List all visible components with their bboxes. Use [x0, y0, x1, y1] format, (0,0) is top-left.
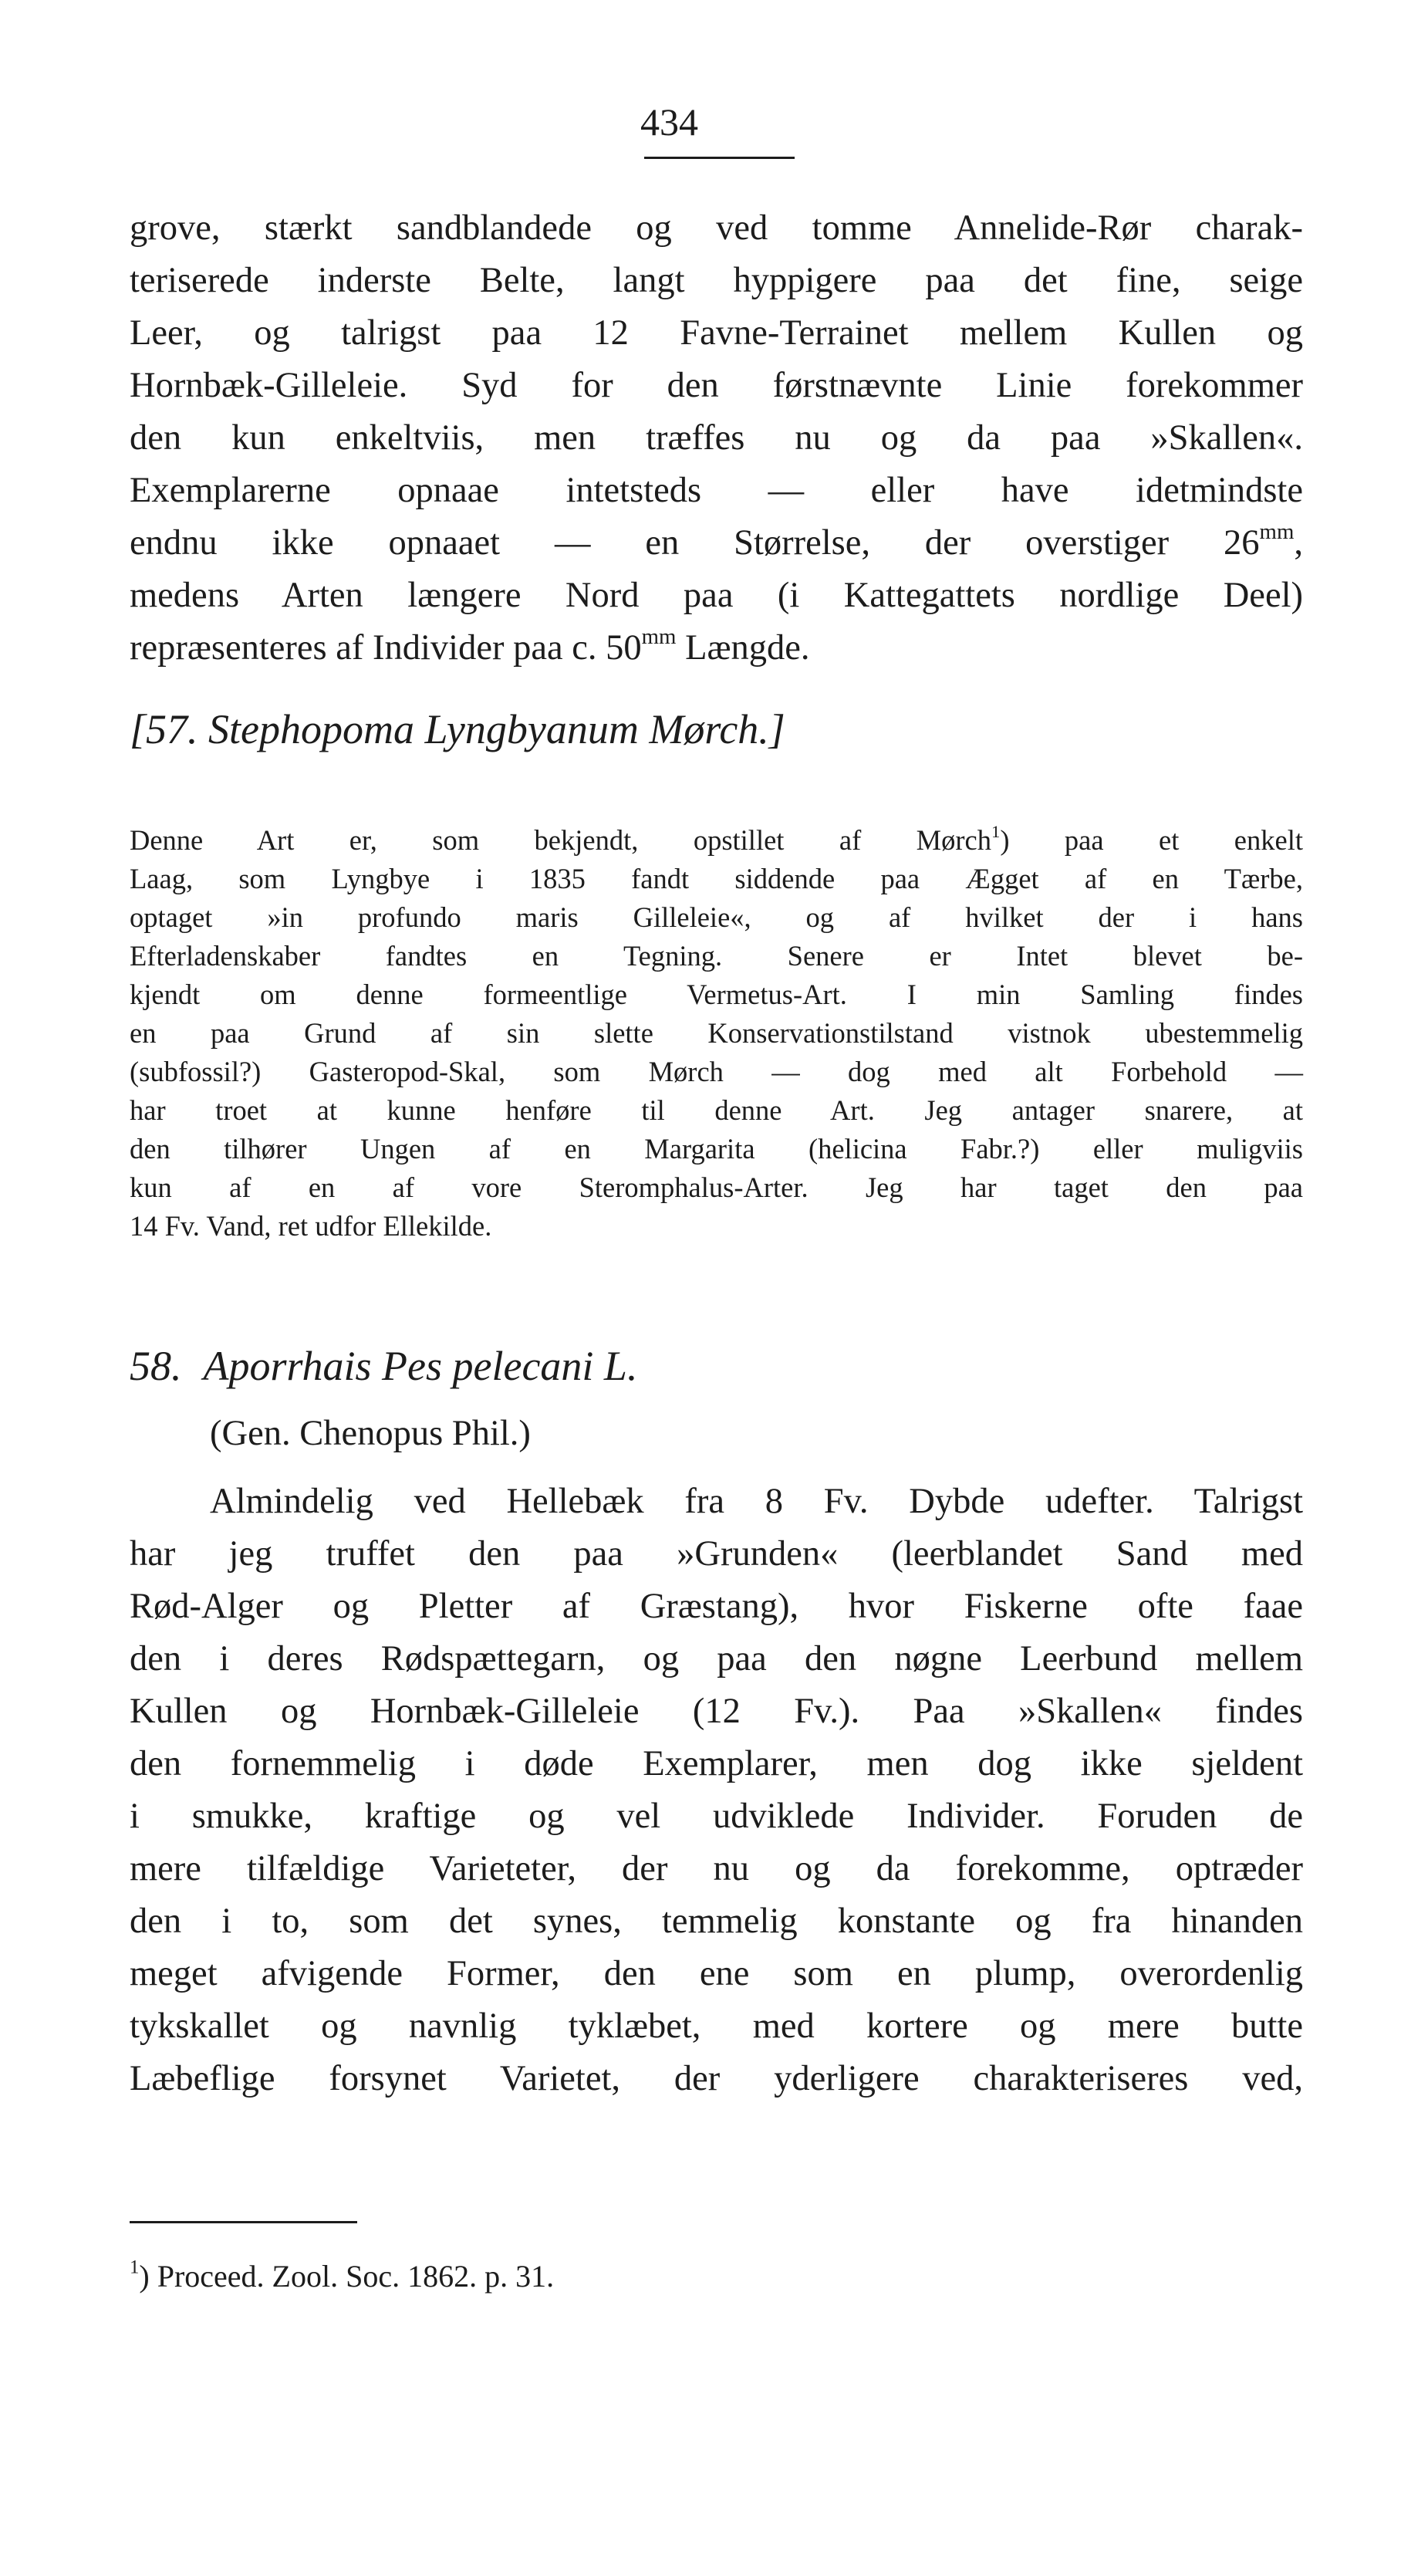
- text-line: teriserede inderste Belte, langt hyppigere paa det fine, seige: [130, 261, 1303, 300]
- text-line: [130, 622, 1303, 674]
- page-number-underline: [644, 157, 795, 159]
- unit-superscript: mm: [641, 624, 677, 649]
- text-segment: endnu ikke opnaaet — en Størrelse, der overstiger 26: [130, 523, 1260, 563]
- section-57-heading: [57. Stephopoma Lyngbyanum Mørch.]: [130, 706, 785, 752]
- section-number: 58.: [130, 1343, 182, 1389]
- footnote-marker: 1: [130, 2257, 140, 2278]
- section-title: Aporrhais Pes pelecani L.: [203, 1343, 638, 1389]
- text-segment: Denne Art er, som bekjendt, opstillet af Mørch: [130, 824, 991, 856]
- footnote: [130, 2253, 554, 2300]
- unit-superscript: mm: [1259, 519, 1295, 544]
- text-line: Almindelig ved Hellebæk fra 8 Fv. Dybde udefter. Talrigst: [210, 1482, 1303, 1521]
- text-line: optaget »in profundo maris Gilleleie«, og af hvilket der i hans: [130, 901, 1303, 933]
- text-line: mere tilfældige Varieteter, der nu og da forekomme, optræder: [130, 1849, 1303, 1888]
- footnote-text: ) Proceed. Zool. Soc. 1862. p. 31.: [139, 2259, 555, 2294]
- text-line: Hornbæk-Gilleleie. Syd for den førstnævnte Linie forekommer: [130, 366, 1303, 405]
- text-line: har jeg truffet den paa »Grunden« (leerblandet Sand med: [130, 1534, 1303, 1574]
- text-line: den i deres Rødspættegarn, og paa den nøgne Leerbund mellem: [130, 1639, 1303, 1678]
- text-line: [130, 517, 1303, 570]
- page-number: 434: [640, 100, 698, 144]
- text-segment: ,: [1294, 523, 1303, 563]
- text-segment: repræsenteres af Individer paa c. 50: [130, 628, 642, 668]
- text-segment: Længde.: [676, 628, 810, 668]
- text-line: Laag, som Lyngbye i 1835 fandt siddende paa Ægget af en Tærbe,: [130, 863, 1303, 894]
- text-line: kun af en af vore Steromphalus-Arter. Jeg har taget den paa: [130, 1171, 1303, 1203]
- text-line: Kullen og Hornbæk-Gilleleie (12 Fv.). Paa »Skallen« findes: [130, 1692, 1303, 1731]
- text-line: Exemplarerne opnaae intetsteds — eller have idetmindste: [130, 471, 1303, 510]
- text-line: har troet at kunne henføre til denne Art. Jeg antager snarere, at: [130, 1094, 1303, 1126]
- text-line: den kun enkeltviis, men træffes nu og da paa »Skallen«.: [130, 418, 1303, 458]
- section-58-heading: [130, 1335, 637, 1397]
- text-line: Leer, og talrigst paa 12 Favne-Terrainet mellem Kullen og: [130, 313, 1303, 353]
- text-line: meget afvigende Former, den ene som en plump, overordenlig: [130, 1954, 1303, 1993]
- text-segment: ) paa et enkelt: [1000, 824, 1303, 856]
- text-line: 14 Fv. Vand, ret udfor Ellekilde.: [130, 1210, 492, 1242]
- text-line: en paa Grund af sin slette Konservationstilstand vistnok ubestemmelig: [130, 1017, 1303, 1049]
- text-line: [130, 821, 1303, 860]
- text-line: (subfossil?) Gasteropod-Skal, som Mørch — dog med alt Forbehold —: [130, 1056, 1303, 1087]
- section-58-body: [130, 1476, 1303, 2105]
- text-line: Efterladenskaber fandtes en Tegning. Senere er Intet blevet be-: [130, 940, 1303, 972]
- section-58-subtitle: (Gen. Chenopus Phil.): [210, 1414, 531, 1453]
- text-line: Læbeflige forsynet Varietet, der yderligere charakteriseres ved,: [130, 2059, 1303, 2098]
- text-line: i smukke, kraftige og vel udviklede Individer. Foruden de: [130, 1797, 1303, 1836]
- text-line: grove, stærkt sandblandede og ved tomme Annelide-Rør charak-: [130, 208, 1303, 248]
- section-57-body: [130, 821, 1303, 1246]
- text-line: den i to, som det synes, temmelig konstante og fra hinanden: [130, 1902, 1303, 1941]
- footnote-reference: 1: [991, 822, 1001, 842]
- text-line: den fornemmelig i døde Exemplarer, men dog ikke sjeldent: [130, 1744, 1303, 1783]
- text-line: tykskallet og navnlig tyklæbet, med kortere og mere butte: [130, 2006, 1303, 2046]
- text-line: Rød-Alger og Pletter af Græstang), hvor Fiskerne ofte faae: [130, 1587, 1303, 1626]
- text-line: den tilhører Ungen af en Margarita (helicina Fabr.?) eller muligviis: [130, 1133, 1303, 1165]
- text-line: medens Arten længere Nord paa (i Kattegattets nordlige Deel): [130, 576, 1303, 615]
- text-line: kjendt om denne formeentlige Vermetus-Art. I min Samling findes: [130, 979, 1303, 1010]
- continuation-paragraph: [130, 202, 1303, 674]
- footnote-separator: [130, 2221, 357, 2223]
